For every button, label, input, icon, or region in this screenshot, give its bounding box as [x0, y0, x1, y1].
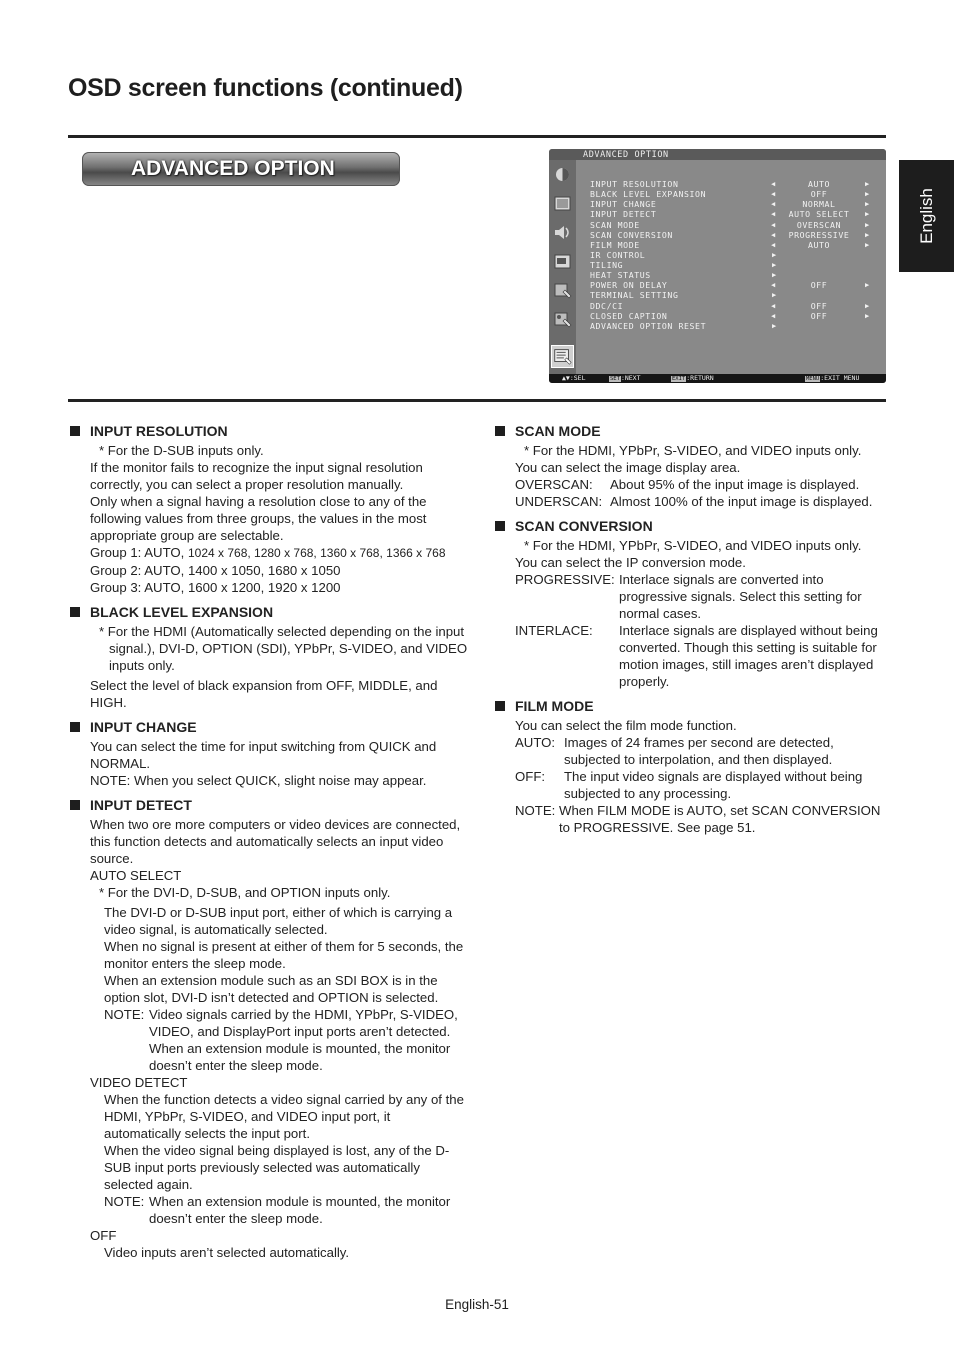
osd-menu-item-label: FILM MODE: [590, 239, 640, 250]
pip-icon: [553, 252, 572, 271]
osd-menu-item-label: INPUT RESOLUTION: [590, 179, 679, 189]
osd-title: ADVANCED OPTION: [583, 150, 669, 160]
paragraph: The DVI-D or D-SUB input port, either of which is carrying a video signal, is automatically selected.: [104, 905, 453, 937]
paragraph: Video inputs aren’t selected automatically.: [104, 1245, 350, 1260]
osd-menu-item-label: TERMINAL SETTING: [590, 290, 679, 301]
left-arrow-icon: ◀: [771, 220, 776, 229]
section-heading: INPUT RESOLUTION: [68, 423, 468, 440]
osd-menu-item-label: INPUT CHANGE: [590, 199, 657, 210]
picture-icon: [553, 165, 572, 184]
osd-menu-item[interactable]: [590, 311, 880, 321]
language-tab: [899, 160, 954, 272]
osd-screen: [549, 149, 886, 383]
scan-conversion-section: [493, 518, 888, 690]
footnote: * For the HDMI (Automatically selected depending on the input signal.), DVI-D, OPTION (SDI), YPbPr, S-VIDEO, and VIDEO inputs only.: [99, 624, 468, 673]
osd-menu-item-label: DDC/CI: [590, 300, 624, 311]
right-arrow-icon: ▶: [865, 210, 870, 219]
right-arrow-icon: ▶: [772, 291, 777, 300]
definition-auto: AUTO: Images of 24 frames per second are detected, subjected to interpolation, and then displayed.: [515, 735, 834, 767]
menu-key-icon: MENU: [806, 376, 820, 382]
left-arrow-icon: ◀: [771, 190, 776, 199]
osd-menu-item[interactable]: [590, 199, 880, 209]
osd-titlebar: [549, 149, 886, 160]
osd-menu-item[interactable]: [590, 209, 880, 219]
audio-icon: [553, 223, 572, 242]
left-column: [68, 423, 468, 1269]
right-arrow-icon: ▶: [865, 220, 870, 229]
subheading-off: OFF: [90, 1228, 117, 1243]
page-title: OSD screen functions (continued): [68, 74, 463, 102]
left-arrow-icon: ◀: [771, 311, 776, 320]
right-arrow-icon: ▶: [772, 271, 777, 280]
osd-menu-item-value: AUTO: [807, 179, 831, 189]
osd-menu-item-label: TILING: [590, 260, 624, 270]
definition-interlace: INTERLACE: Interlace signals are displayed without being converted. Though this setting is suitable for motion images, still images aren’t displayed properly.: [515, 623, 878, 689]
osd-menu-item-value: OFF: [810, 310, 828, 321]
osd-menu-item-label: ADVANCED OPTION RESET: [590, 320, 707, 331]
subheading-auto-select: AUTO SELECT: [90, 868, 182, 883]
paragraph: When no signal is present at either of them for 5 seconds, the monitor enters the sleep mode.: [104, 939, 464, 971]
section-banner: [82, 152, 400, 186]
paragraph: When an extension module such as an SDI BOX is in the option slot, DVI-D isn’t detected and OPTION is selected.: [104, 973, 439, 1005]
osd-menu-item-value: OVERSCAN: [796, 219, 842, 230]
osd-footer-exit: MENU:EXIT MENU: [806, 374, 860, 382]
right-arrow-icon: ▶: [772, 250, 777, 259]
top-rule: [68, 135, 886, 138]
definition-note: NOTE: When FILM MODE is AUTO, set SCAN CONVERSION to PROGRESSIVE. See page 51.: [515, 803, 881, 835]
osd-menu-item-value: AUTO SELECT: [788, 209, 850, 220]
footnote: * For the DVI-D, D-SUB, and OPTION inputs only.: [99, 885, 391, 900]
exit-key-icon: EXIT: [672, 376, 686, 382]
paragraph: You can select the image display area.: [515, 460, 741, 475]
osd-menu-item[interactable]: [590, 260, 880, 270]
right-column: [493, 423, 888, 844]
advanced-option-icon: [551, 345, 574, 368]
note-body: When an extension module is mounted, the monitor doesn’t enter the sleep mode.: [149, 1194, 451, 1226]
section-heading: INPUT CHANGE: [68, 719, 468, 736]
paragraph: You can select the film mode function.: [515, 718, 737, 733]
note-body: Video signals carried by the HDMI, YPbPr, S-VIDEO, VIDEO, and DisplayPort input ports aren’t detected. When an extension module is mounted, the monitor doesn’t enter the sleep mode.: [149, 1007, 458, 1073]
screen-icon: [553, 194, 572, 213]
section-banner-label: ADVANCED OPTION: [131, 157, 335, 180]
right-arrow-icon: ▶: [865, 230, 870, 239]
black-level-expansion-section: [68, 604, 468, 711]
input-resolution-section: [68, 423, 468, 596]
osd-menu-item-label: INPUT DETECT: [590, 209, 657, 220]
osd-menu-item-value: OFF: [810, 300, 828, 311]
left-arrow-icon: ◀: [771, 230, 776, 239]
film-mode-section: [493, 698, 888, 836]
osd-menu-item[interactable]: [590, 250, 880, 260]
osd-footer: [549, 374, 886, 383]
left-arrow-icon: ◀: [771, 210, 776, 219]
footnote: * For the HDMI, YPbPr, S-VIDEO, and VIDEO inputs only.: [524, 443, 862, 458]
input-detect-section: [68, 797, 468, 1261]
right-arrow-icon: ▶: [865, 301, 870, 310]
right-arrow-icon: ▶: [865, 281, 870, 290]
osd-menu-item-value: NORMAL: [802, 199, 836, 210]
resolution-group-3: Group 3: AUTO, 1600 x 1200, 1920 x 1200: [90, 580, 341, 595]
osd-menu-item[interactable]: [590, 321, 880, 331]
section-heading: BLACK LEVEL EXPANSION: [68, 604, 468, 621]
subheading-video-detect: VIDEO DETECT: [90, 1075, 188, 1090]
osd-menu-item[interactable]: [590, 280, 880, 290]
config-icon: [553, 281, 572, 300]
osd-menu-item-label: POWER ON DELAY: [590, 280, 668, 291]
left-arrow-icon: ◀: [771, 240, 776, 249]
osd-menu-item-value: OFF: [810, 189, 828, 200]
definition-underscan: UNDERSCAN: Almost 100% of the input image is displayed.: [515, 494, 873, 509]
note-label: NOTE:: [104, 1007, 145, 1022]
osd-menu-item[interactable]: [590, 290, 880, 300]
paragraph: If the monitor fails to recognize the input signal resolution correctly, you can select a proper resolution manually.: [90, 460, 423, 492]
right-arrow-icon: ▶: [865, 180, 870, 188]
left-arrow-icon: ◀: [771, 301, 776, 310]
left-arrow-icon: ◀: [771, 281, 776, 290]
osd-menu-item[interactable]: [590, 301, 880, 311]
osd-menu-item-label: SCAN CONVERSION: [590, 229, 673, 240]
osd-menu-item-label: HEAT STATUS: [590, 270, 651, 281]
right-arrow-icon: ▶: [772, 321, 777, 330]
paragraph: You can select the IP conversion mode.: [515, 555, 746, 570]
paragraph: When the function detects a video signal carried by any of the HDMI, YPbPr, S-VIDEO, and VIDEO input port, it automatically selects the input port.: [104, 1092, 464, 1141]
resolution-group-1: Group 1: AUTO, 1024 x 768, 1280 x 768, 1360 x 768, 1366 x 768: [90, 545, 446, 560]
osd-menu-item-value: OFF: [810, 280, 828, 291]
note: [68, 1006, 468, 1074]
language-tab-label: English: [916, 188, 936, 244]
paragraph: Select the level of black expansion from OFF, MIDDLE, and HIGH.: [90, 678, 438, 710]
paragraph: When two ore more computers or video devices are connected, this function detects and automatically selects an input video source.: [90, 817, 461, 866]
osd-menu-item[interactable]: [590, 270, 880, 280]
osd-menu-item[interactable]: [590, 240, 880, 250]
note-label: NOTE:: [104, 1194, 145, 1209]
osd-menu-item-value: AUTO: [807, 239, 831, 250]
definition-overscan: OVERSCAN: About 95% of the input image is displayed.: [515, 477, 860, 492]
footnote: * For the HDMI, YPbPr, S-VIDEO, and VIDEO inputs only.: [524, 538, 862, 553]
left-arrow-icon: ◀: [771, 200, 776, 209]
osd-sidebar: [549, 160, 576, 374]
osd-menu-item-label: CLOSED CAPTION: [590, 310, 668, 321]
note: NOTE: When you select QUICK, slight noise may appear.: [90, 773, 427, 788]
resolution-group-2: Group 2: AUTO, 1400 x 1050, 1680 x 1050: [90, 563, 341, 578]
advanced-config-icon: [553, 310, 572, 329]
paragraph: When the video signal being displayed is lost, any of the D-SUB input ports previously selected was automatically selected again.: [104, 1143, 450, 1192]
paragraph: Only when a signal having a resolution close to any of the following values from three groups, the values in the most appropriate group are selectable.: [90, 494, 427, 543]
right-arrow-icon: ▶: [865, 190, 870, 199]
input-change-section: [68, 719, 468, 789]
scan-mode-section: [493, 423, 888, 510]
page-number: English-51: [445, 1297, 509, 1312]
footnote: * For the D-SUB inputs only.: [99, 443, 264, 458]
osd-menu-item-value: PROGRESSIVE: [788, 229, 850, 240]
set-key-icon: SET: [610, 376, 620, 382]
osd-footer-select: ▲▼:SEL: [562, 374, 586, 382]
right-arrow-icon: ▶: [865, 200, 870, 209]
section-heading: SCAN MODE: [493, 423, 888, 440]
osd-menu-item-label: SCAN MODE: [590, 219, 640, 230]
middle-rule: [68, 399, 886, 402]
right-arrow-icon: ▶: [865, 240, 870, 249]
right-arrow-icon: ▶: [865, 311, 870, 320]
osd-menu-item-label: IR CONTROL: [590, 249, 646, 260]
osd-menu-item-label: BLACK LEVEL EXPANSION: [590, 189, 707, 200]
osd-footer-return: EXIT:RETURN: [672, 374, 714, 382]
section-heading: INPUT DETECT: [68, 797, 468, 814]
osd-menu-item[interactable]: [590, 220, 880, 230]
left-arrow-icon: ◀: [771, 180, 776, 188]
definition-progressive: PROGRESSIVE: Interlace signals are converted into progressive signals. Select this setting for normal cases.: [515, 572, 862, 621]
note: [68, 1193, 468, 1227]
right-arrow-icon: ▶: [772, 261, 777, 269]
section-heading: FILM MODE: [493, 698, 888, 715]
section-heading: SCAN CONVERSION: [493, 518, 888, 535]
osd-menu-item[interactable]: [590, 230, 880, 240]
paragraph: You can select the time for input switching from QUICK and NORMAL.: [90, 739, 437, 771]
osd-menu-item[interactable]: [590, 179, 880, 189]
osd-footer-next: SET:NEXT: [610, 374, 641, 382]
osd-menu-item[interactable]: [590, 189, 880, 199]
definition-off: OFF: The input video signals are displayed without being subjected to any processing.: [515, 769, 863, 801]
